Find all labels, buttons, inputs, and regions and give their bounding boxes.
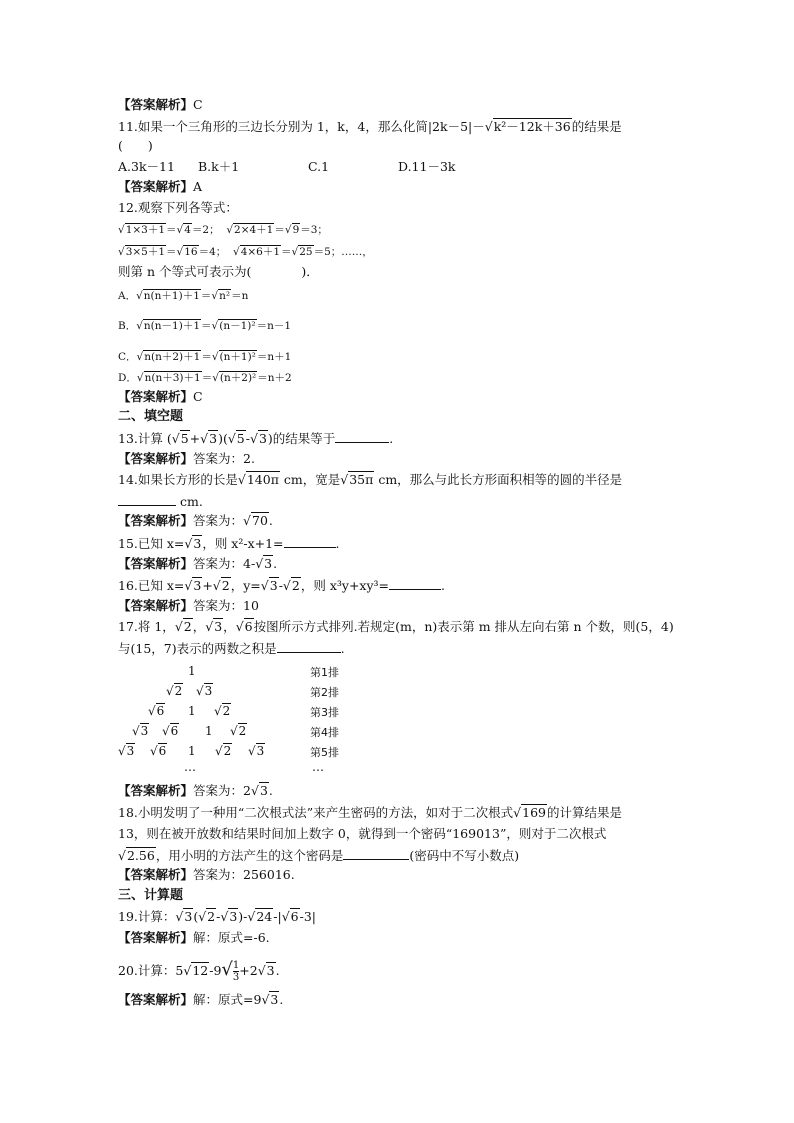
eq-result: ＝5；……， [313,246,373,258]
section-heading-calculation: 三、计算题 [118,888,184,903]
radicand: 16 [184,246,198,258]
cell: √2 [166,684,183,698]
q11-option-a: A.3k－11 [118,159,175,174]
text: ，y= [230,578,261,593]
radical: √3 [261,992,279,1007]
radical: √3 [220,909,238,924]
radicand: 3 [209,431,218,446]
answer-blank[interactable] [389,576,441,590]
radicand: 169 [522,805,546,820]
answer-tag: 【答案解析】 [118,992,194,1007]
option-rest: ＝n＋1 [256,351,292,363]
radicand: 2 [183,619,192,634]
radicand: 3 [193,578,202,593]
answer-value: 解：原式=-6. [193,930,270,945]
radical: √n(n＋3)＋1 [136,372,201,384]
radical: √2×4＋1 [226,224,274,236]
text: 20.计算：5 [118,963,184,978]
answer-tag: 【答案解析】 [118,867,194,882]
q12-ask: 则第 n 个等式可表示为( )． [118,264,319,279]
text: - [216,909,221,924]
answer-value: 答案为：10 [193,598,259,613]
ellipsis: … [184,760,196,774]
radical: √70 [243,513,268,528]
radicand: (n＋2)² [219,372,257,384]
radical: √(n＋2)² [212,372,257,384]
radical: √6 [281,909,299,924]
radical: √169 [513,805,546,820]
answer-value: 答案为：2. [193,451,255,466]
q12-option-b: B．√n(n－1)＋1＝√(n－1)²＝n－1 [118,317,291,335]
option-label: A． [118,290,137,302]
q17-stem [118,618,674,636]
eq-sign: ＝ [274,224,285,236]
radical: √n(n－1)＋1 [136,320,201,332]
radicand: 3×5＋1 [125,246,166,258]
radicand: 3 [258,431,267,446]
text: 16.已知 x= [118,578,185,593]
answer-blank[interactable] [343,846,409,860]
q18-line2: 13，则在被开放数和结果时间加上数字 0，就得到一个密码“169013”，则对于二次根式 [118,826,607,841]
text: ( [193,909,199,924]
radical: √3 [250,783,268,798]
answer-tag: 【答案解析】 [118,389,194,404]
radical: √2 [174,619,192,634]
numerator: 1 [232,960,240,971]
answer-text: . [273,556,278,571]
radicand: 3 [193,536,202,551]
cell: √3 [118,744,135,758]
radicand: 3 [269,578,278,593]
text: -| [273,909,282,924]
radical: √16 [176,246,198,258]
q17-line2 [118,639,345,658]
radicand: (n－1)² [219,320,256,332]
radicand: 3 [266,963,275,978]
section-heading-fill-blank: 二、填空题 [118,409,184,424]
radical: √n² [211,290,231,302]
answer-text: . [268,783,273,798]
radical: √5 [171,431,189,446]
answer-line-14 [118,512,273,530]
q12-equations-row-2 [118,243,373,261]
text: 与(15，7)表示的两数之积是 [118,641,277,656]
text: - [245,431,250,446]
eq-sign: ＝ [281,246,292,258]
text: 的计算结果是 [547,805,623,820]
cell: √2 [214,704,231,718]
answer-tag: 【答案解析】 [118,556,194,571]
text: 13.计算 ( [118,431,172,446]
radical: √6 [235,619,253,634]
cell: √6 [148,704,165,718]
radical: √3 [205,619,223,634]
answer-line-12 [118,388,203,406]
radical: √n(n＋1)＋1 [136,290,200,302]
text: - [278,578,283,593]
cell: 1 [188,744,196,758]
radicand: 3 [214,619,223,634]
radical: √k²－12k＋36 [484,119,571,134]
q16-stem [118,576,445,595]
radical: √4×6＋1 [233,246,281,258]
text: 14.如果长方形的长是 [118,472,238,487]
radicand: n² [219,290,231,302]
radicand: 6 [244,619,253,634]
answer-line-13 [118,450,255,468]
q12-stem: 12.观察下列各等式： [118,200,238,215]
row-label: 第3排 [310,706,339,719]
text: + [202,578,213,593]
q20-stem [118,960,280,983]
option-label: C． [118,351,137,363]
radical: √140π [237,472,279,487]
radicand: 3 [229,909,238,924]
answer-text: . [279,992,284,1007]
radicand: 25 [299,246,313,258]
radicand: n(n－1)＋1 [143,320,201,332]
answer-line-17 [118,782,273,800]
radical: √(n－1)² [211,320,256,332]
answer-blank[interactable] [118,492,176,506]
answer-text: 答案为： [193,513,244,528]
answer-tag: 【答案解析】 [118,598,194,613]
row-label: 第4排 [310,726,339,739]
radicand: 5 [180,431,189,446]
radicand: 2 [207,909,216,924]
radical: √n(n＋2)＋1 [136,351,201,363]
text: . [441,578,445,593]
option-label: D． [118,372,137,384]
q13-stem [118,429,393,448]
q12-option-a: A．√n(n＋1)＋1＝√n²＝n [118,287,248,305]
text: 按图所示方式排列.若规定(m，n)表示第 m 排从左向右第 n 个数，则(5，4) [253,619,674,634]
q11-radicand: k²－12k＋36 [493,119,571,134]
radicand: 2 [291,578,300,593]
answer-tag: 【答案解析】 [118,513,194,528]
answer-tag: 【答案解析】 [118,179,194,194]
radical: √3 [260,578,278,593]
radicand: 140π [246,472,279,487]
text: . [340,641,345,656]
eq-result: ＝2； [191,224,220,236]
radicand: 2.56 [126,848,155,863]
option-label: B． [118,320,137,332]
radicand: 2×4＋1 [234,224,274,236]
radicand: 24 [256,909,273,924]
option-rest: ＝n [231,290,249,302]
text: 18.小明发明了一种用“二次根式法”来产生密码的方法，如对于二次根式 [118,805,514,820]
text: )( [218,431,228,446]
answer-line-19 [118,929,270,947]
radicand: 3 [184,909,193,924]
radicand: 4×6＋1 [240,246,281,258]
answer-value: C [193,97,203,112]
radical: √4 [176,224,191,236]
text: 15.已知 x= [118,536,185,551]
answer-blank[interactable] [335,429,389,443]
answer-tag: 【答案解析】 [118,451,194,466]
q18-line1 [118,804,622,822]
answer-value: 答案为：256016. [193,867,295,882]
cell: √3 [132,724,149,738]
ellipsis: … [312,760,324,774]
radicand: 2 [221,578,230,593]
denominator: 3 [232,972,240,983]
q18-line3 [118,846,519,865]
answer-tag: 【答案解析】 [118,97,194,112]
radicand: 9 [292,224,300,236]
text: + [189,431,201,446]
question-11-stem [118,118,622,136]
radical: √2 [198,909,216,924]
text: cm，那么与此长方形面积相等的圆的半径是 [374,472,623,487]
text: . [389,431,394,446]
answer-text: 解：原式=9 [193,992,262,1007]
answer-line-10 [118,96,203,114]
text: +2 [239,963,258,978]
answer-text: . [268,513,273,528]
radicand: (n＋1)² [219,351,256,363]
q11-stem-tail: 的结果是 [571,119,622,134]
cell: √6 [162,724,179,738]
cell: 1 [188,664,196,678]
radicand: n(n＋3)＋1 [144,372,201,384]
answer-text: 答案为：4- [193,556,256,571]
radicand: 12 [192,963,209,978]
q12-option-d: D．√n(n＋3)＋1＝√(n＋2)²＝n＋2 [118,369,292,387]
cell: √2 [215,744,232,758]
eq-sign: ＝ [166,246,177,258]
radicand: n(n＋2)＋1 [144,351,201,363]
q12-option-c: C．√n(n＋2)＋1＝√(n＋1)²＝n＋1 [118,348,291,366]
radicand: 1×3＋1 [125,224,166,236]
radical: √3 [249,431,267,446]
q19-stem [118,908,316,926]
radical: √ $\frac{1}{3}$ [221,959,240,983]
row-label: 第2排 [310,686,339,699]
option-rest: ＝n－1 [256,320,292,332]
radicand: n(n＋1)＋1 [143,290,200,302]
radical: √12 [183,963,209,978]
q14-stem [118,471,622,489]
q14-line2 [118,492,203,511]
q11-paren: ( ) [118,138,153,153]
text: ， [192,619,206,634]
radical: √24 [247,909,273,924]
text: )- [238,909,248,924]
answer-value: C [193,389,203,404]
cell: 1 [188,704,196,718]
cell: 1 [205,724,213,738]
cell: √3 [196,684,213,698]
radical: √2.56 [118,848,155,863]
eq-result: ＝4； [198,246,227,258]
text: 19.计算： [118,909,176,924]
radicand: 35π [349,472,374,487]
radicand: 3 [264,556,273,571]
radical: √35π [340,472,374,487]
q11-option-b: B.k＋1 [198,159,240,174]
radical: √3 [257,963,275,978]
q15-stem [118,534,340,553]
radical: √1×3＋1 [118,224,166,236]
radical: √3 [255,556,273,571]
text: ， [223,619,236,634]
q11-stem-text: 11.如果一个三角形的三边长分别为 1，k，4，那么化简|2k－5|－ [118,119,485,134]
cell: √6 [150,744,167,758]
cell: √2 [230,724,247,738]
eq-sign: ＝ [166,224,177,236]
radical: √3 [184,536,202,551]
radical: √2 [212,578,230,593]
radicand: 3 [259,783,268,798]
radical: √3 [200,431,218,446]
answer-line-16 [118,597,259,615]
text: ，则 x²-x+1= [202,536,284,551]
answer-text: 答案为：2 [193,783,251,798]
radical: √(n＋1)² [211,351,256,363]
radical: √3×5＋1 [118,246,166,258]
text: cm，宽是 [279,472,341,487]
answer-line-20 [118,991,283,1009]
text: . [275,963,280,978]
radicand: 3 [270,992,279,1007]
radicand: 70 [252,513,268,528]
text: . [335,536,340,551]
radical: √5 [227,431,245,446]
text: 17.将 1， [118,619,175,634]
radical: √9 [284,224,300,236]
q12-equations-row-1 [118,221,328,239]
answer-line-15 [118,555,277,573]
text: ，则 x³y+xy³= [300,578,390,593]
answer-blank[interactable] [284,534,336,548]
cell: √3 [248,744,265,758]
answer-tag: 【答案解析】 [118,930,194,945]
radicand: 6 [290,909,299,924]
answer-value: A [193,179,203,194]
answer-line-11 [118,178,202,196]
text: cm. [179,494,203,509]
text: ，用小明的方法产生的这个密码是 [155,848,344,863]
radicand: 5 [236,431,245,446]
radical: √2 [282,578,300,593]
row-label: 第5排 [310,746,339,759]
eq-result: ＝3； [300,224,328,236]
text: -9 [209,963,222,978]
q11-option-d: D.11－3k [398,159,456,174]
answer-line-18 [118,866,295,884]
answer-blank[interactable] [277,639,341,653]
text: -3| [299,909,317,924]
option-rest: ＝n＋2 [257,372,292,384]
text: )的结果等于 [267,431,336,446]
radical: √3 [184,578,202,593]
text: (密码中不写小数点) [409,848,520,863]
q11-option-c: C.1 [308,159,330,174]
radical: √25 [291,246,313,258]
row-label: 第1排 [310,666,339,679]
answer-tag: 【答案解析】 [118,783,194,798]
radical: √3 [175,909,193,924]
radicand: 4 [184,224,191,236]
